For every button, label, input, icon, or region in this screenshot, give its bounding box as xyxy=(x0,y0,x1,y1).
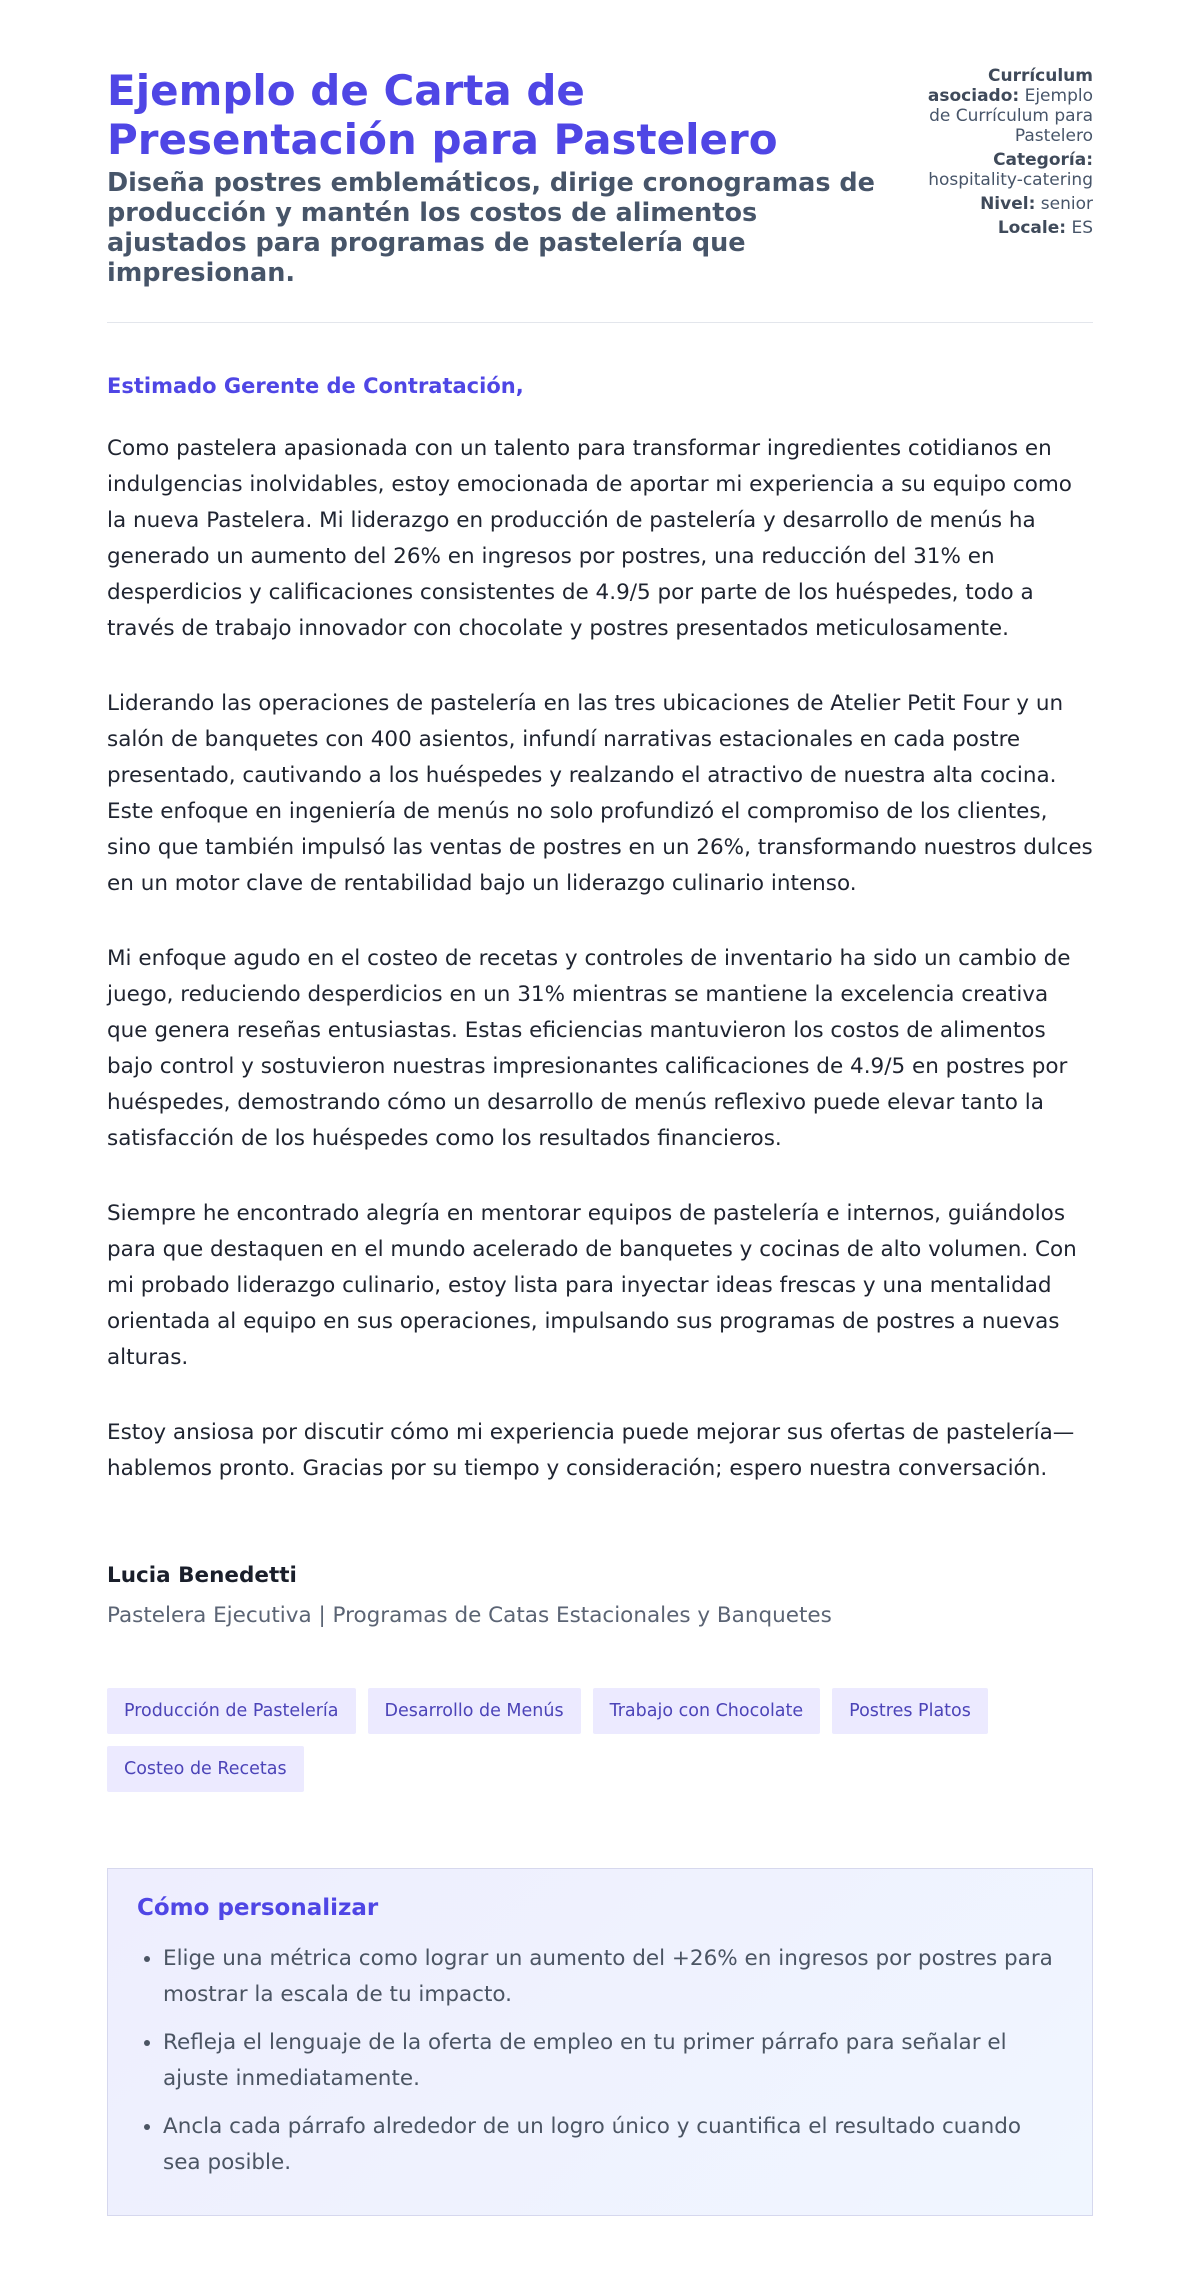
meta-category xyxy=(911,150,1093,190)
header-main xyxy=(107,66,882,288)
customize-tips-box xyxy=(107,1868,1093,2216)
tips-list xyxy=(137,1941,1063,2181)
meta-level-label: Nivel: xyxy=(980,194,1036,214)
tip-item: • Ancla cada párrafo alrededor de un logro único y cuantifica el resultado cuando sea posible. xyxy=(163,2109,1063,2181)
meta-resume xyxy=(911,66,1093,146)
letter-paragraph: Liderando las operaciones de pastelería en las tres ubicaciones de Atelier Petit Four y un salón de banquetes con 400 asientos, infundí narrativas estacionales en cada postre presentado, cautivando a los huéspedes y realzando el atractivo de nuestra alta cocina. Este enfoque en ingeniería de menús no solo profundizó el compromiso de los clientes, sino que también impulsó las ventas de postres en un 26%, transformando nuestros dulces en un motor clave de rentabilidad bajo un liderazgo culinario intenso. xyxy=(107,691,1093,896)
skill-tag: Postres Platos xyxy=(832,1688,988,1734)
letter-paragraph: Mi enfoque agudo en el costeo de recetas y controles de inventario ha sido un cambio de juego, reduciendo desperdicios en un 31% mientras se mantiene la excelencia creativa que genera reseñas entusiastas. Estas eficiencias mantuvieron los costos de alimentos bajo control y sostuvieron nuestras impresionantes calificaciones de 4.9/5 en postres por huéspedes, demostrando cómo un desarrollo de menús reflexivo puede elevar tanto la satisfacción de los huéspedes como los resultados financieros. xyxy=(107,946,1071,1151)
meta-level xyxy=(911,194,1093,214)
letter-salutation: Estimado Gerente de Contratación, xyxy=(107,374,524,398)
skill-tag: Producción de Pastelería xyxy=(107,1688,356,1734)
tip-item: • Refleja el lenguaje de la oferta de empleo en tu primer párrafo para señalar el ajuste inmediatamente. xyxy=(163,2025,1063,2097)
meta-locale xyxy=(911,218,1093,238)
meta-locale-value: ES xyxy=(1071,218,1093,238)
signature-name: Lucia Benedetti xyxy=(107,1563,297,1588)
skill-tags xyxy=(107,1688,1097,1792)
letter-paragraph: Como pastelera apasionada con un talento para transformar ingredientes cotidianos en indulgencias inolvidables, estoy emocionada de aportar mi experiencia a su equipo como la nueva Pastelera. Mi liderazgo en producción de pastelería y desarrollo de menús ha generado un aumento del 26% en ingresos por postres, una reducción del 31% en desperdicios y calificaciones consistentes de 4.9/5 por parte de los huéspedes, todo a través de trabajo innovador con chocolate y postres presentados meticulosamente. xyxy=(107,436,1072,641)
meta-category-value: hospitality-catering xyxy=(928,170,1093,190)
tip-item: • Elige una métrica como lograr un aumento del +26% en ingresos por postres para mostrar la escala de tu impacto. xyxy=(163,1941,1063,2013)
meta-resume-label: Currículum asociado: xyxy=(927,66,1093,106)
header-divider xyxy=(107,322,1093,323)
page-header xyxy=(107,66,1093,288)
letter-paragraph: Estoy ansiosa por discutir cómo mi experiencia puede mejorar sus ofertas de pastelería—hablemos pronto. Gracias por su tiempo y consideración; espero nuestra conversación. xyxy=(107,1420,1075,1481)
meta-category-label: Categoría: xyxy=(993,150,1093,170)
skill-tag: Trabajo con Chocolate xyxy=(593,1688,821,1734)
skill-tag: Costeo de Recetas xyxy=(107,1746,304,1792)
meta-level-value: senior xyxy=(1040,194,1093,214)
meta-panel xyxy=(911,66,1093,242)
tips-title: Cómo personalizar xyxy=(137,1895,379,1921)
signature-role: Pastelera Ejecutiva | Programas de Catas Estacionales y Banquetes xyxy=(107,1603,832,1628)
page-subtitle: Diseña postres emblemáticos, dirige cronogramas de producción y mantén los costos de alimentos ajustados para programas de pastelería que impresionan. xyxy=(107,168,875,288)
page-title: Ejemplo de Carta de Presentación para Pastelero xyxy=(107,66,778,164)
skill-tag: Desarrollo de Menús xyxy=(368,1688,581,1734)
meta-resume-value: Ejemplo de Currículum para Pastelero xyxy=(929,86,1093,146)
meta-locale-label: Locale: xyxy=(997,218,1067,238)
letter-paragraph: Siempre he encontrado alegría en mentorar equipos de pastelería e internos, guiándolos para que destaquen en el mundo acelerado de banquetes y cocinas de alto volumen. Con mi probado liderazgo culinario, estoy lista para inyectar ideas frescas y una mentalidad orientada al equipo en sus operaciones, impulsando sus programas de postres a nuevas alturas. xyxy=(107,1201,1077,1370)
